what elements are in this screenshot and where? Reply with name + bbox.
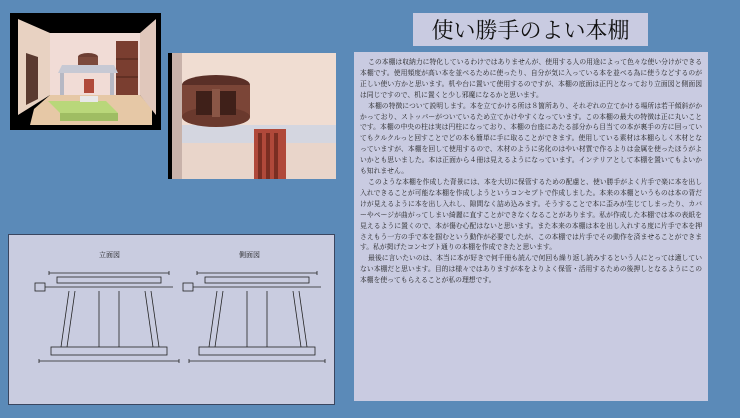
paragraph-features: 本棚の特徴について説明します。本を立てかける所は８箇所あり、それぞれの立てかける場所は若干傾斜がかかっており、ストッパーがついているため立てかけやすくなっています。この本棚の最大の特徴は正に丸いことです。本棚の中央の柱は実は円柱になっており、本棚の台座にあたる部分から目当ての本が裏手の方に回っていてもクルクルっと回すことでどの本も簡単に手に取ることができます。使用している素材は本棚らしく木材となっていますが、本棚を回して使用するので、木材のように劣化のはやい材質で作るよりは金属を使ったほうがよいかとも思いました。本は正面から４冊は見えるようになっています。インテリアとして本棚を置いてもよいかも知れません。 [360,101,702,176]
paragraph-conclusion: 最後に言いたいのは、本当に本が好きで何千冊も読んで何回も繰り返し読みするという人にとっては適していない本棚だと思います。目的は様々ではありますが本をよりよく保管・活用するための後押しとなるようにこの本棚を使ってもらえることが私の理想です。 [360,254,702,285]
side-view-drawing [183,271,325,363]
page-title: 使い勝手のよい本棚 [431,19,630,44]
page-title-box [413,13,648,46]
side-view-label: 側面図 [239,251,260,259]
paragraph-background: このような本棚を作成した背景には、本を大切に保管するための配慮と、使い勝手がよく片手で楽に本を出し入れできることが可能な本棚を作成しようというコンセプトで作成しました。本来の本棚というものは本の背だけが見えるように本を出し入れし、隙間なく詰め込みます。そうすることで本に歪みが生じてしまったり、カバーやページが曲がってしまい綺麗に直すことができなくなることがあります。私が作成した本棚では本の表紙を見えるように置くので、本が傷む心配はないと思います。また本来の本棚は本を出し入れする度に片手で本を押さえもう一方の手で本を掴むという動作が必要でしたが、この本棚では片手でその動作を済ませることができます。私が掲げたコンセプト通りの本棚を作成できたと思います。 [360,177,702,252]
description-text-box [354,52,708,401]
bookshelf-closeup-image [168,53,336,179]
room-render-image [10,13,161,130]
technical-drawing-panel [8,234,335,405]
front-view-drawing [35,271,179,363]
front-view-label: 立面図 [99,251,120,259]
paragraph-intro: この本棚は収納力に特化しているわけではありませんが、使用する人の用途によって色々な使い分けができる本棚です。使用頻度が高い本を並べるために使ったり、自分が気に入っている本を並べる為に使うなどするのが正しい使い方かと思います。机や台に置いて使用するのですが、本棚の底面は正円となっており立面図と側面図は同じですので、机に置くと少し邪魔になるかと思います。 [360,58,702,99]
